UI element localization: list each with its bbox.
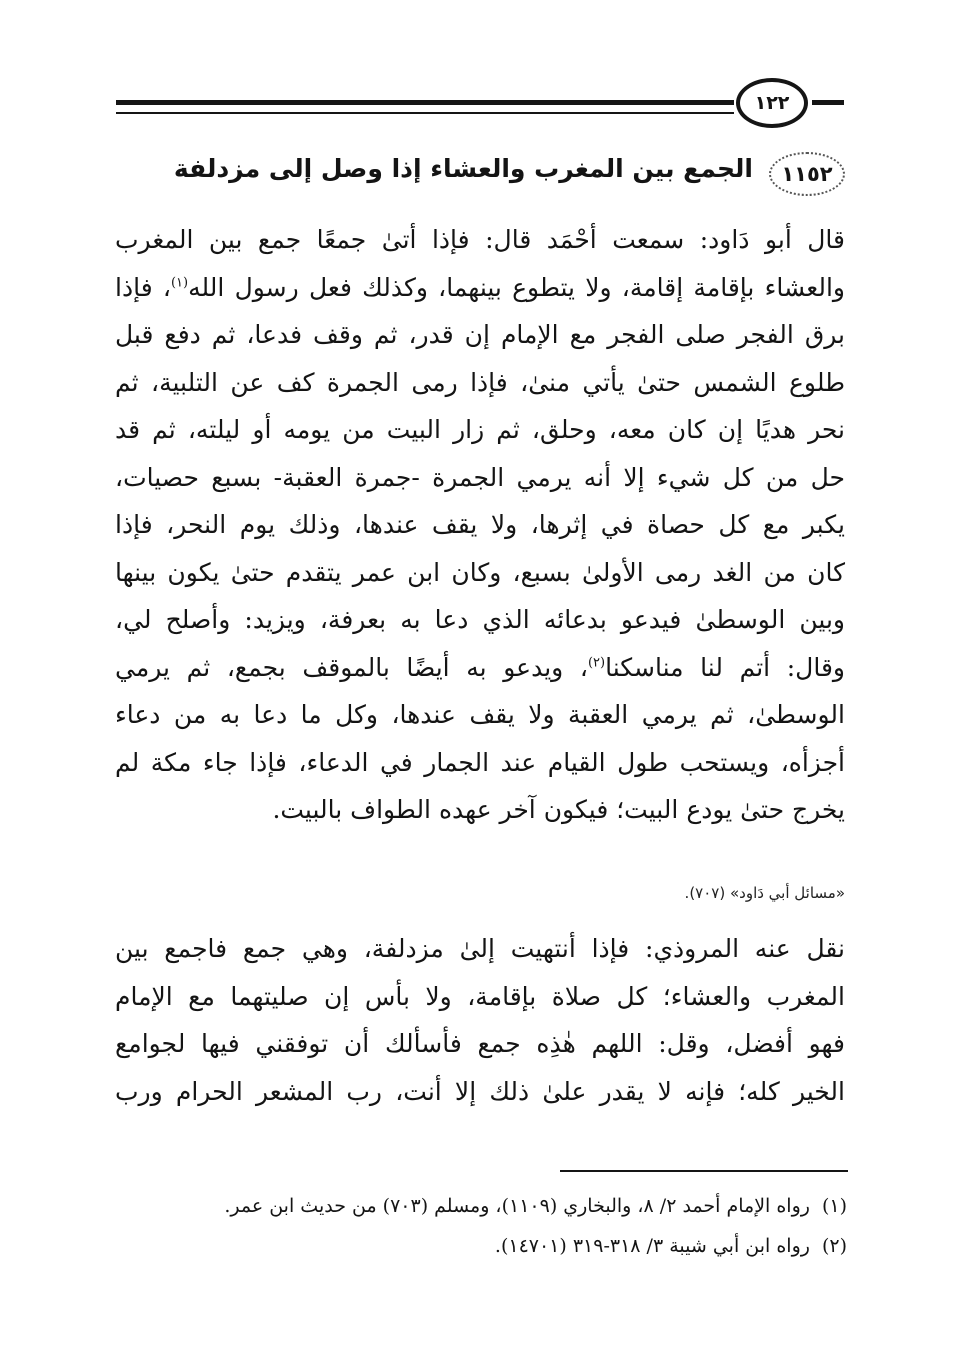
header-rule-thin xyxy=(116,112,734,114)
main-paragraph xyxy=(115,216,845,834)
page-number: ١٢٢ xyxy=(736,78,808,128)
footnote-2 xyxy=(115,1226,847,1266)
text-line: وبين الوسطىٰ فيدعو بدعائه الذي دعا به بعرفة، ويزيد: وأصلح لي، xyxy=(115,605,845,634)
footnote-text: رواه ابن أبي شيبة ٣/ ٣١٨-٣١٩ (١٤٧٠١). xyxy=(494,1235,810,1257)
text-line: أجزأه، ويستحب طول القيام عند الجمار في الدعاء، فإذا جاء مكة لم xyxy=(115,747,845,777)
text-line: يكبر مع كل حصاة في إثرها، ولا يقف عندها، وذلك يوم النحر، فإذا xyxy=(115,510,845,539)
text-line: حل من كل شيء إلا أنه يرمي الجمرة -جمرة العقبة- بسبع حصيات، xyxy=(115,462,845,492)
text-line: المغرب والعشاء؛ كل صلاة بإقامة، ولا بأس إن صليتهما مع الإمام xyxy=(115,981,845,1011)
text-line: يخرج حتىٰ يودع البيت؛ فيكون آخر عهده الطواف بالبيت. xyxy=(272,795,845,824)
footnote-ref[interactable]: (١) xyxy=(170,275,189,291)
text-line: الوسطىٰ، ثم يرمي العقبة ولا يقف عندها، وكل ما دعا به من دعاء xyxy=(115,700,845,729)
text-line: نقل عنه المروذي: فإذا أنتهيت إلىٰ مزدلفة، وهي جمع فاجمع بين xyxy=(115,934,845,963)
footnote-number: (٢) xyxy=(821,1235,847,1257)
text-line: نحر هديًا إن كان معه، وحلق، ثم زار البيت من يومه أو ليلته، ثم قد xyxy=(115,415,845,444)
text-line: كان من الغد رمى الأولىٰ بسبع، وكان ابن عمر يتقدم حتىٰ يكون بينها xyxy=(115,557,845,587)
second-paragraph xyxy=(115,925,845,1115)
header-rule-thick xyxy=(116,100,734,105)
section-title: الجمع بين المغرب والعشاء إذا وصل إلى مزدلفة xyxy=(173,154,753,183)
text-line: والعشاء بإقامة إقامة، ولا يتطوع بينهما، وكذلك فعل رسول الله$^{(١)}$، فإذا xyxy=(115,272,845,302)
text-line: قال أبو دَاود: سمعت أحْمَد قال: فإذا أتىٰ جمعًا جمع بين المغرب xyxy=(115,225,845,254)
footnote-ref[interactable]: (٢) xyxy=(587,655,606,671)
text-line: وقال: أتم لنا مناسكنا$^{(٢)}$، ويدعو به أيضًا بالموقف بجمع، ثم يرمي xyxy=(115,652,845,682)
source-citation: «مسائل أبي دَاود» (٧٠٧). xyxy=(684,884,845,902)
footnote-divider xyxy=(560,1170,848,1172)
footnote-1 xyxy=(115,1186,847,1226)
footnote-number: (١) xyxy=(821,1195,847,1217)
header-rule-tip xyxy=(812,100,844,105)
section-number-badge xyxy=(769,152,845,196)
section-heading xyxy=(105,148,845,208)
footnotes xyxy=(115,1186,847,1266)
section-number: ١١٥٢ xyxy=(781,162,833,186)
text-line: طلوع الشمس حتىٰ يأتي منىٰ، فإذا رمى الجمرة كف عن التلبية، ثم xyxy=(115,367,845,397)
text-line: فهو أفضل، وقل: اللهم هٰذِه جمع فأسألك أن توفقني فيها لجوامع xyxy=(115,1029,845,1058)
footnote-text: رواه الإمام أحمد ٢/ ٨، والبخاري (١١٠٩)، ومسلم (٧٠٣) من حديث ابن عمر. xyxy=(224,1195,810,1217)
text-line: برق الفجر صلى الفجر مع الإمام إن قدر، ثم وقف فدعا، ثم دفع قبل xyxy=(115,320,845,349)
text-line: الخير كله؛ فإنه لا يقدر علىٰ ذلك إلا أنت، رب المشعر الحرام ورب xyxy=(115,1076,845,1106)
